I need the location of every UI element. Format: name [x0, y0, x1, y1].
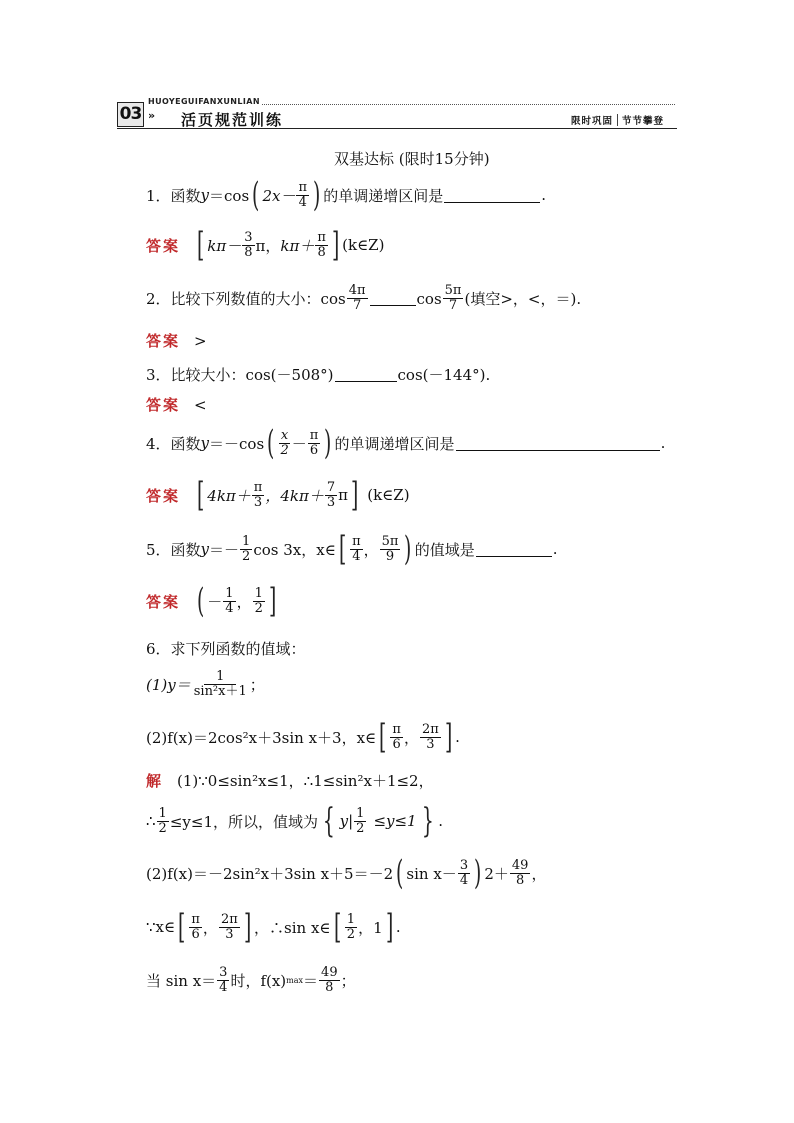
sol-l3-paren-open: (: [396, 853, 404, 893]
sol-l5-result-den: 8: [325, 980, 334, 995]
sol-l4-frac-3-num: 1: [346, 911, 356, 927]
q1-suffix: 的单调递增区间是: [323, 186, 444, 205]
a4-term-1: 4kπ＋: [207, 486, 251, 505]
sol-l2-set-frac-den: 2: [356, 820, 365, 836]
a4-frac-1-num: π: [253, 479, 263, 495]
solution-line-4: [146, 907, 401, 947]
chevron-icon: »: [148, 109, 156, 122]
q1-inner: 2x－: [262, 186, 296, 205]
answer-label: 答案: [146, 332, 181, 350]
sol-l4-frac-1: [189, 913, 202, 942]
sol-l2-end: .: [438, 812, 444, 830]
answer-5: [146, 581, 279, 621]
header-title: 活页规范训练: [181, 111, 284, 129]
sol-l4-end: .: [395, 918, 401, 936]
a1-pi: π，: [255, 236, 281, 255]
sol-l4-one: ，1: [358, 918, 383, 937]
sol-l3-square: 2＋: [484, 864, 509, 883]
q2-frac-2: [443, 284, 464, 313]
q4-end: .: [660, 434, 666, 452]
a1-frac-2-den: 8: [317, 244, 326, 260]
q4-var: y: [200, 434, 210, 452]
q6-p2-end: .: [455, 728, 460, 746]
sol-l4-frac-2-den: 3: [225, 926, 234, 942]
question-2: [146, 284, 581, 313]
a1-bracket-close: ]: [331, 225, 340, 265]
sol-l3-pre: (2)f(x)＝－2sin²x＋3sin x＋5＝－2: [146, 864, 394, 883]
question-6-title: [146, 638, 306, 659]
sol-l2-frac-den: 2: [158, 820, 167, 836]
q6-p2-range-1-den: 6: [392, 736, 401, 752]
q6-p2-prefix: (2)f(x)＝2cos²x＋3sin x＋3，x∈: [146, 728, 377, 747]
q1-eq: ＝cos: [209, 186, 250, 205]
sol-l4-bracket-close: ]: [243, 907, 252, 947]
sol-l4-frac-3: [345, 913, 357, 942]
q5-frac: [240, 535, 252, 564]
header-tag-left: 限时巩固: [571, 116, 614, 127]
sol-l4-mid: ，∴sin x∈: [254, 918, 331, 937]
q2-frac-2-num: 5π: [444, 283, 462, 298]
q5-bracket-open: [: [338, 529, 347, 569]
q5-frac-num: 1: [242, 533, 251, 549]
sol-l5-sub: max: [286, 976, 304, 985]
q3-mid: cos(－144°).: [397, 366, 491, 384]
q1-frac: [296, 181, 309, 210]
solution-label: 解: [146, 772, 164, 790]
a4-frac-1-den: 3: [253, 494, 263, 510]
header-dotted-rule: [262, 104, 675, 105]
q5-end: .: [552, 540, 558, 558]
a4-frac-2-den: 3: [326, 494, 336, 510]
sol-l2-set-pre: y|: [339, 812, 354, 830]
sol-l3-result-den: 8: [516, 872, 525, 888]
q5-range-1: [350, 535, 363, 564]
sol-l4-comma: ，: [202, 918, 218, 937]
q2-answer-blank[interactable]: [370, 291, 416, 306]
a4-frac-2: [325, 481, 337, 510]
q4-minus: －: [291, 434, 307, 453]
sol-l4-frac-2-num: 2π: [220, 911, 238, 927]
section-title: 双基达标 (限时15分钟): [334, 150, 490, 168]
q3-answer-blank[interactable]: [335, 367, 397, 382]
sol-l5-pre: 当 sin x＝: [146, 972, 217, 990]
q5-prefix: 5．函数: [146, 540, 201, 559]
q5-range-2-num: 5π: [381, 533, 399, 549]
a5-frac-1-num: 1: [225, 585, 234, 601]
q5-range-1-num: π: [352, 533, 361, 549]
q1-prefix: 1．函数: [146, 186, 201, 205]
question-1: [146, 175, 547, 215]
q5-range-1-den: 4: [352, 548, 361, 564]
q2-frac-1-num: 4π: [348, 283, 366, 298]
header-tag-right: 节节攀登: [622, 116, 665, 127]
q5-mid: cos 3x，x∈: [253, 540, 336, 559]
a4-bracket-close: ]: [350, 475, 359, 515]
solution-line-5: [146, 966, 356, 995]
sol-l4-bracket2-close: ]: [385, 907, 393, 947]
a1-bracket-open: [: [197, 225, 205, 265]
sol-l2-brace-close: }: [421, 801, 434, 841]
q4-frac-1-den: 2: [280, 442, 289, 458]
a4-bracket-open: [: [197, 475, 205, 515]
a1-term-2: kπ＋: [280, 236, 315, 255]
q2-frac-1: [347, 284, 368, 313]
a4-term-2: ，4kπ＋: [265, 486, 324, 505]
q1-frac-num: π: [298, 179, 307, 195]
sol-l4-frac-1-num: π: [191, 911, 200, 927]
a4-condition: (k∈Z): [367, 486, 410, 504]
question-6-part-1: [146, 670, 265, 699]
sol-l5-frac-num: 3: [219, 965, 228, 980]
answer-2: [146, 330, 207, 351]
a1-frac-2-num: π: [317, 229, 326, 245]
question-4: [146, 423, 666, 463]
a5-minus: －: [207, 592, 223, 611]
q6-p2-range-2: [420, 723, 441, 752]
sol-l2-set-frac: [354, 807, 366, 836]
q1-frac-den: 4: [298, 194, 307, 210]
q2-frac-2-den: 7: [448, 298, 458, 313]
sol-l3-paren-close: ): [474, 853, 482, 893]
q6-p2-range-2-num: 2π: [421, 721, 439, 737]
answer-label: 答案: [146, 592, 181, 611]
a5-frac-1-den: 4: [225, 600, 234, 616]
q6-p1-frac-den: sin²x＋1: [193, 684, 247, 699]
q5-frac-den: 2: [242, 548, 251, 564]
sol-l3-end: ，: [531, 864, 547, 883]
sol-l2-frac: [157, 807, 169, 836]
q6-p2-bracket-open: [: [379, 717, 387, 757]
sol-l3-result: [510, 859, 531, 888]
header-rule: [117, 128, 677, 129]
sol-l4-frac-1-den: 6: [191, 926, 200, 942]
q1-answer-blank[interactable]: [444, 188, 540, 203]
a1-term-1: kπ－: [207, 236, 242, 255]
sol-l4-bracket-open: [: [178, 907, 186, 947]
sol-l3-result-num: 49: [511, 857, 529, 873]
answer-1: [146, 225, 385, 265]
header-pinyin: HUOYEGUIFANXUNLIAN: [148, 97, 260, 106]
a1-condition: (k∈Z): [342, 236, 385, 254]
solution-line-2: [146, 801, 444, 841]
a3-value: <: [194, 395, 207, 414]
sol-l2-frac-num: 1: [158, 805, 167, 821]
q4-prefix: 4．函数: [146, 434, 201, 453]
q6-p2-range-1-num: π: [392, 721, 401, 737]
sol-l2-pre: ∴: [146, 812, 156, 830]
q4-frac-2-den: 6: [309, 442, 319, 458]
sol-l4-pre: ∵x∈: [146, 918, 176, 936]
answer-label: 答案: [146, 396, 181, 414]
header-tag-separator: [617, 114, 618, 126]
q4-frac-1: [278, 429, 290, 458]
q4-frac-1-num: x: [280, 427, 289, 443]
sol-l5-frac: [217, 966, 229, 995]
q6-p2-bracket-close: ]: [444, 717, 453, 757]
q6-p2-range-2-den: 3: [426, 736, 435, 752]
q6-p1-prefix: (1)y＝: [146, 676, 191, 694]
sol-l2-brace-open: {: [322, 801, 335, 841]
q5-range-2-den: 9: [385, 548, 395, 564]
q5-paren-close: ): [404, 529, 412, 569]
sol-l5-mid: 时，f(x): [230, 972, 287, 990]
sol-l4-frac-3-den: 2: [346, 926, 356, 942]
header-tags: [571, 113, 664, 127]
q4-frac-2-num: π: [309, 427, 319, 443]
sol-l2-set-post: ≤y≤1: [373, 812, 417, 830]
q4-paren-open: (: [267, 423, 275, 463]
answer-4: [146, 475, 410, 515]
q6-title: 6．求下列函数的值域：: [146, 640, 306, 658]
sol-l5-result-num: 49: [321, 965, 338, 980]
solution-line-3: [146, 853, 547, 893]
q2-text: 2．比较下列数值的大小：cos: [146, 290, 346, 308]
a5-frac-2-num: 1: [254, 585, 263, 601]
sol-l3-frac-num: 3: [459, 857, 469, 873]
q5-range-2: [380, 535, 401, 564]
q4-suffix: 的单调递增区间是: [334, 434, 455, 453]
q1-paren-close: ): [312, 175, 321, 215]
a5-comma: ，: [236, 592, 252, 611]
q5-suffix: 的值域是: [414, 540, 475, 559]
a1-frac-1: [242, 231, 254, 260]
q6-p2-comma: ，: [403, 728, 419, 747]
q1-paren-open: (: [252, 175, 260, 215]
sol-l4-frac-2: [219, 913, 240, 942]
solution-line-1: [146, 770, 434, 791]
a5-paren-open: (: [197, 581, 205, 621]
q2-suffix: (填空>，<，＝).: [464, 290, 582, 308]
sol-l3-frac: [458, 859, 470, 888]
a5-bracket-close: ]: [268, 581, 277, 621]
chapter-badge: 03: [117, 102, 144, 127]
q5-comma: ，: [363, 540, 379, 559]
a1-frac-2: [315, 231, 328, 260]
q1-end: .: [541, 186, 547, 204]
answer-label: 答案: [146, 486, 181, 505]
a5-frac-2-den: 2: [254, 600, 263, 616]
sol-l5-frac-den: 4: [219, 980, 228, 995]
q6-p1-frac: [192, 670, 249, 699]
sol-l5-eq: ＝: [303, 972, 319, 990]
q5-answer-blank[interactable]: [476, 542, 552, 557]
sol-l5-end: ；: [340, 972, 356, 990]
q4-eq: ＝－cos: [209, 434, 265, 453]
sol-l1: (1)∵0≤sin²x≤1，∴1≤sin²x＋1≤2，: [177, 772, 434, 790]
q4-frac-2: [308, 429, 321, 458]
sol-l3-inner: sin x－: [406, 864, 457, 883]
a1-frac-1-den: 8: [244, 244, 253, 260]
a4-frac-1: [252, 481, 265, 510]
q1-var: y: [200, 186, 210, 204]
a4-pi: π: [338, 486, 348, 504]
a5-frac-1: [223, 587, 235, 616]
answer-label: 答案: [146, 236, 181, 255]
q4-answer-blank[interactable]: [456, 436, 660, 451]
question-3: [146, 364, 490, 385]
q6-p1-frac-num: 1: [204, 670, 236, 685]
sol-l2-mid: ≤y≤1，所以，值域为: [169, 812, 318, 831]
sol-l3-frac-den: 4: [459, 872, 469, 888]
answer-3: [146, 394, 207, 415]
a2-value: >: [194, 331, 207, 350]
sol-l4-bracket2-open: [: [333, 907, 341, 947]
q2-frac-1-den: 7: [352, 298, 362, 313]
question-5: [146, 529, 558, 569]
q6-p1-end: ；: [249, 676, 265, 694]
sol-l2-set-frac-num: 1: [356, 805, 365, 821]
q6-p2-range-1: [390, 723, 403, 752]
q4-paren-close: ): [324, 423, 332, 463]
a4-frac-2-num: 7: [326, 479, 336, 495]
question-6-part-2: [146, 717, 460, 757]
a5-frac-2: [253, 587, 265, 616]
q2-mid: cos: [416, 289, 442, 308]
a1-frac-1-num: 3: [244, 229, 253, 245]
q5-eq: ＝－: [209, 540, 240, 559]
q3-text: 3．比较大小：cos(－508°): [146, 366, 334, 384]
sol-l5-result: [319, 966, 340, 995]
q5-var: y: [200, 540, 210, 558]
